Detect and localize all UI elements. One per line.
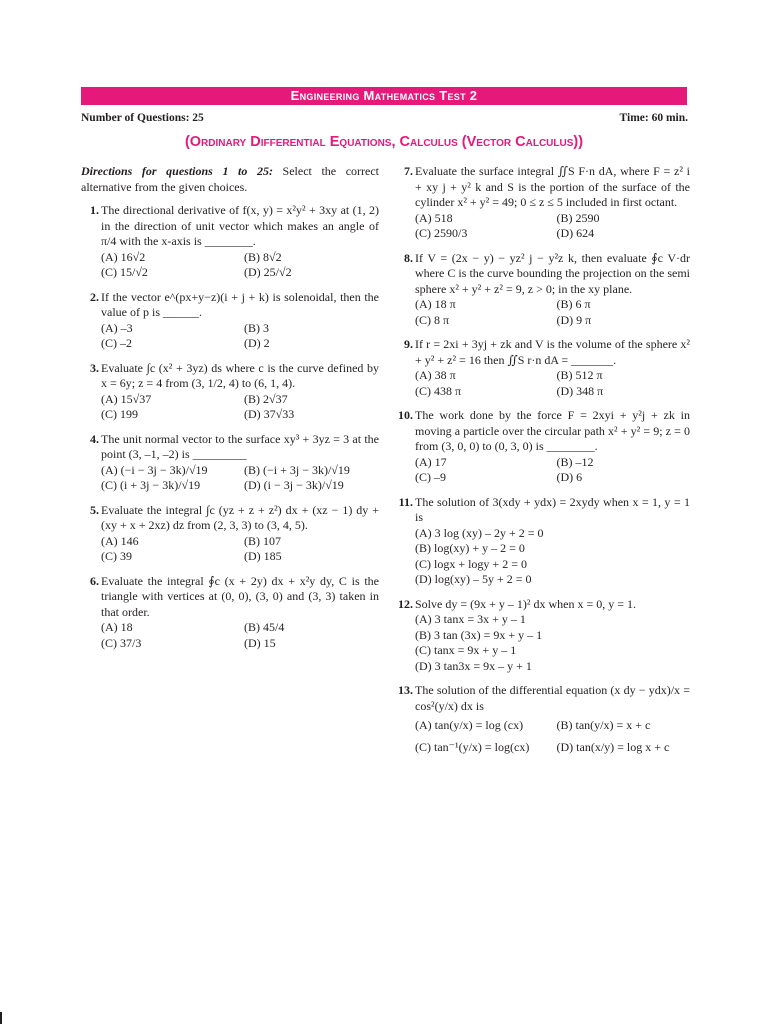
question-number: 2.	[90, 289, 99, 304]
options	[415, 297, 690, 328]
question-10	[395, 408, 690, 486]
option-c: (C) 2590/3	[415, 226, 468, 240]
question-number: 10.	[398, 408, 413, 422]
question-12	[395, 597, 690, 675]
option-d: (D) 6	[556, 470, 583, 484]
question-number: 9.	[404, 337, 413, 351]
question-5	[81, 503, 379, 565]
options	[415, 526, 690, 588]
option-b: (B) –12	[556, 454, 594, 469]
option-c: (C) 199	[101, 407, 138, 421]
option-d: (D) 348 π	[556, 383, 604, 398]
option-d: (D) 3 tan3x = 9x – y + 1	[415, 658, 532, 673]
option-d: (D) (i − 3j − 3k)/√19	[244, 478, 344, 492]
page-edge-mark	[0, 1012, 2, 1024]
option-b: (B) 8√2	[244, 249, 282, 264]
directions-lead: Directions for questions 1 to 25:	[81, 164, 273, 178]
option-c: (C) –9	[415, 470, 446, 484]
option-d: (D) 185	[244, 549, 282, 563]
option-d: (D) 624	[556, 226, 595, 240]
option-b: (B) 512 π	[556, 368, 603, 382]
options	[101, 534, 379, 565]
option-d: (D) 2	[244, 336, 270, 350]
option-d: (D) 15	[244, 635, 276, 650]
question-stem: If r = 2xi + 3yj + zk and V is the volume of the sphere x² + y² + z² = 16 then ∬S r·n dA = _______.	[415, 337, 690, 367]
option-b: (B) tan(y/x) = x + c	[556, 718, 651, 732]
option-b: (B) 3	[244, 320, 269, 335]
options	[415, 718, 690, 755]
question-3	[81, 361, 379, 423]
option-a: (A) 17	[415, 454, 447, 469]
options	[415, 211, 690, 242]
option-c: (C) logx + logy + 2 = 0	[415, 556, 527, 571]
option-a: (A) 146	[101, 533, 139, 548]
option-a: (A) 38 π	[415, 368, 456, 382]
option-a: (A) 3 tanx = 3x + y – 1	[415, 612, 526, 626]
options	[415, 455, 690, 486]
question-9	[395, 337, 690, 399]
option-c: (C) 438 π	[415, 383, 462, 398]
directions	[81, 164, 379, 195]
options	[415, 368, 690, 399]
question-stem: Evaluate the integral ∮c (x + 2y) dx + x²y dy, C is the triangle with vertices at (0, 0), (3, 0) and (3, 3) taken in that order.	[101, 573, 379, 619]
question-1	[81, 203, 379, 281]
option-a: (A) –3	[101, 320, 133, 335]
question-8	[395, 251, 690, 329]
option-c: (C) 15/√2	[101, 265, 148, 279]
option-a: (A) 518	[415, 210, 453, 225]
option-a: (A) tan(y/x) = log (cx)	[415, 718, 524, 732]
options	[101, 321, 379, 352]
option-d: (D) tan(x/y) = log x + c	[556, 739, 670, 754]
left-column	[81, 164, 379, 660]
question-11	[395, 495, 690, 588]
option-d: (D) 37√33	[244, 407, 295, 421]
option-c: (C) (i + 3j − 3k)/√19	[101, 478, 201, 492]
test-title-banner: Engineering Mathematics Test 2	[81, 87, 687, 105]
option-c: (C) 37/3	[101, 635, 142, 650]
question-number: 1.	[90, 203, 99, 217]
options	[101, 620, 379, 651]
option-b: (B) log(xy) + y – 2 = 0	[415, 541, 525, 555]
question-stem: Evaluate the surface integral ∬S F·n dA, where F = z² i + xy j + y² k and S is the portion of the surface of the cylinder x² + y² = 49; 0 ≤ z ≤ 5 included in first octant.	[415, 164, 690, 209]
option-a: (A) 3 log (xy) – 2y + 2 = 0	[415, 525, 544, 540]
question-7	[395, 164, 690, 242]
option-b: (B) 2√37	[244, 391, 288, 406]
question-number: 7.	[404, 164, 413, 178]
question-stem: The unit normal vector to the surface xy³ + 3yz = 3 at the point (3, –1, –2) is _________	[101, 431, 379, 461]
option-a: (A) 18 π	[415, 297, 456, 311]
question-stem: The solution of the differential equation (x dy − ydx)/x = cos²(y/x) dx is	[415, 683, 690, 713]
question-number: 4.	[90, 431, 99, 446]
question-stem: The solution of 3(xdy + ydx) = 2xydy when x = 1, y = 1 is	[415, 494, 690, 524]
option-a: (A) 15√37	[101, 391, 152, 406]
options	[101, 463, 379, 494]
options	[415, 612, 690, 674]
options	[101, 392, 379, 423]
question-number: 13.	[398, 683, 413, 697]
directions-text: Select the correct alternative from the given choices.	[81, 164, 379, 194]
options	[101, 250, 379, 281]
option-c: (C) tanx = 9x + y – 1	[415, 643, 517, 657]
option-c: (C) 39	[101, 549, 132, 563]
option-c: (C) –2	[101, 336, 132, 350]
question-stem: Evaluate ∫c (x² + 3yz) ds where c is the curve defined by x = 6y; z = 4 from (3, 1/2, 4) to (6, 1, 4).	[101, 360, 379, 390]
option-b: (B) 107	[244, 533, 281, 548]
question-stem: If the vector e^(px+y−z)(i + j + k) is solenoidal, then the value of p is ______.	[101, 289, 379, 319]
question-2	[81, 290, 379, 352]
question-6	[81, 574, 379, 652]
option-b: (B) (−i + 3j − 3k)/√19	[244, 462, 350, 477]
question-stem: The work done by the force F = 2xyi + y²j + zk in moving a particle over the circular path x² + y² = 9; z = 0 from (3, 0, 0) to (0, 3, 0) is ________.	[415, 408, 690, 453]
question-number: 12.	[398, 596, 413, 611]
question-stem: If V = (2x − y) − yz² j − y²z k, then evaluate ∮c V·dr where C is the curve bounding the projection on the semi sphere x² + y² + z² = 9, z > 0; in the xy plane.	[415, 250, 690, 296]
option-d: (D) log(xy) – 5y + 2 = 0	[415, 572, 532, 586]
question-number: 8.	[404, 250, 413, 265]
test-subtitle: (Ordinary Differential Equations, Calculus (Vector Calculus))	[184, 134, 584, 150]
option-b: (B) 45/4	[244, 620, 285, 634]
option-a: (A) (−i − 3j − 3k)/√19	[101, 462, 208, 477]
option-b: (B) 6 π	[556, 297, 591, 311]
option-c: (C) tan⁻¹(y/x) = log(cx)	[415, 739, 530, 754]
question-number: 11.	[398, 494, 413, 509]
question-number: 3.	[90, 360, 99, 375]
question-stem: Evaluate the integral ∫c (yz + z + z²) dx + (xz − 1) dy + (xy + x + 2xz) dz from (2, 3, 3) to (3, 4, 5).	[101, 502, 379, 532]
question-13	[395, 683, 690, 755]
question-stem: Solve dy = (9x + y – 1)² dx when x = 0, y = 1.	[415, 596, 636, 611]
question-number: 6.	[90, 573, 99, 588]
option-a: (A) 16√2	[101, 249, 146, 264]
option-d: (D) 9 π	[556, 312, 592, 327]
option-a: (A) 18	[101, 620, 133, 634]
option-c: (C) 8 π	[415, 312, 450, 327]
question-stem: The directional derivative of f(x, y) = x²y² + 3xy at (1, 2) in the direction of unit vector which makes an angle of π/4 with the x-axis is ________.	[101, 203, 379, 248]
right-column	[395, 164, 690, 764]
option-b: (B) 2590	[556, 210, 600, 225]
number-of-questions: Number of Questions: 25	[81, 112, 204, 124]
question-4	[81, 432, 379, 494]
option-d: (D) 25/√2	[244, 265, 292, 279]
time-limit: Time: 60 min.	[619, 112, 688, 124]
question-number: 5.	[90, 502, 99, 517]
option-b: (B) 3 tan (3x) = 9x + y – 1	[415, 627, 543, 642]
